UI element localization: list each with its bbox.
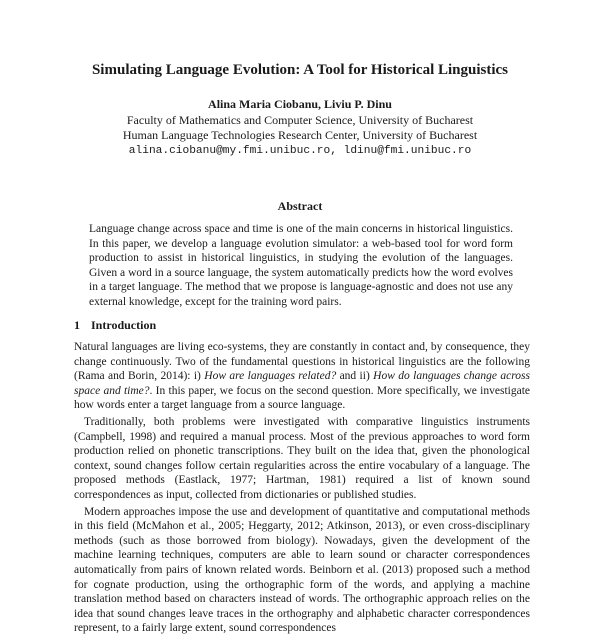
- paper-title: Simulating Language Evolution: A Tool for Historical Linguistics: [91, 62, 509, 78]
- section-title: Introduction: [91, 318, 157, 332]
- intro-question-1: How are languages related?: [204, 370, 337, 383]
- affiliation-line-1: Faculty of Mathematics and Computer Science, University of Bucharest: [126, 112, 474, 127]
- intro-paragraph-2: Traditionally, both problems were investigated with comparative linguistics instruments (Campbell, 1998) and required a manual process. Most of the previous approaches to word form production relied on phonetic transcriptions. They built on the idea that, given the phonological context, sound changes follow certain regularities across the entire vocabulary of a language. The proposed methods (Eastlack, 1977; Hartman, 1981) required a list of known sound correspondences as input, collected from dictionaries or published studies.: [74, 415, 530, 501]
- intro-question-2: How do languages change across space and time?: [74, 370, 530, 397]
- intro-p1-part-c: . In this paper, we focus on the second question. More specifically, we investigate how words enter a target language from a source language.: [74, 384, 531, 412]
- introduction-body: [74, 340, 530, 638]
- section-number: 1: [74, 318, 80, 332]
- affiliation-line-2: Human Language Technologies Research Center, University of Bucharest: [122, 128, 478, 142]
- intro-paragraph-3: Modern approaches impose the use and development of quantitative and computational methods in this field (McMahon et al., 2005; Heggarty, 2012; Atkinson, 2013), or even cross-disciplinary methods (such as those borrowed from biology). Nowadays, given the development of the machine learning techniques, computers are able to learn sound or character correspondences automatically from pairs of known related words. Beinborn et al. (2013) proposed such a method for cognate production, using the orthographic form of the words, and applying a machine translation method based on characters instead of words. The orthographic approach relies on the idea that sound changes leave traces in the orthography and alphabetic character correspondences represent, to a fairly large extent, sound correspondences: [74, 505, 530, 635]
- abstract-heading: Abstract: [277, 199, 323, 213]
- author-block: [0, 97, 600, 159]
- intro-paragraph-1: [74, 340, 530, 413]
- author-emails: alina.ciobanu@my.fmi.unibuc.ro, ldinu@fmi.unibuc.ro: [128, 144, 472, 157]
- abstract-text: Language change across space and time is one of the main concerns in historical linguistics. In this paper, we develop a language evolution simulator: a web-based tool for word form production to assist in historical linguistics, in studying the evolution of the languages. Given a word in a source language, the system automatically predicts how the word evolves in a target language. The method that we propose is language-agnostic and does not use any external knowledge, except for the training word pairs.: [89, 223, 513, 308]
- intro-p1-part-b: and ii): [336, 370, 374, 383]
- intro-p1-part-a: Natural languages are living eco-systems, they are constantly in contact and, by consequence, they change continuously. Two of the fundamental questions in historical linguistics are the following (Rama and Borin, 2014): i): [74, 341, 530, 383]
- author-names: Alina Maria Ciobanu, Liviu P. Dinu: [208, 97, 392, 111]
- section-heading-introduction: [74, 318, 534, 333]
